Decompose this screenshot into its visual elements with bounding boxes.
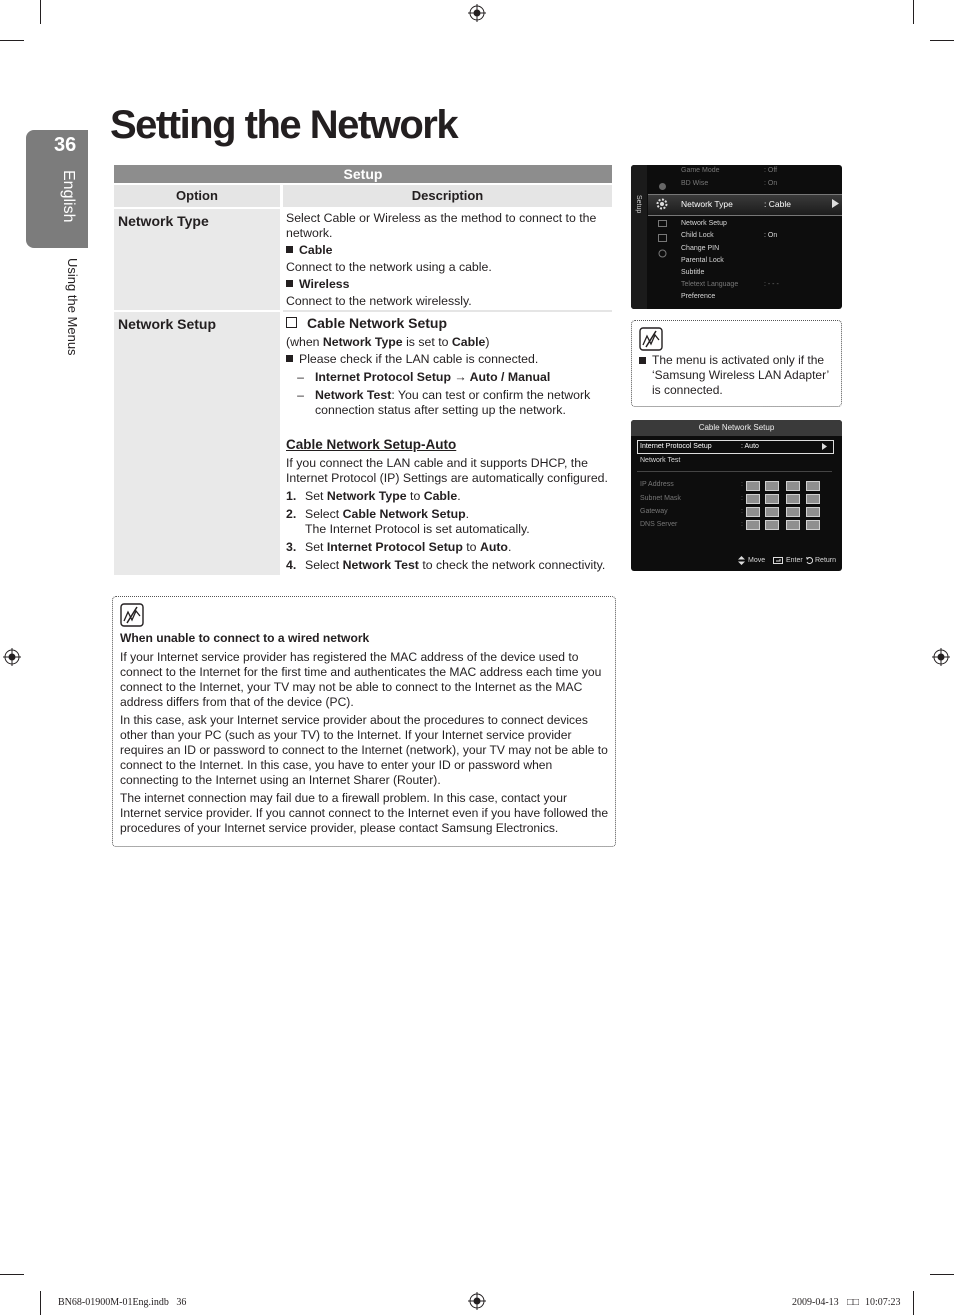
move-icon <box>738 556 745 565</box>
side-note-body <box>639 353 837 398</box>
description-text: is set to <box>402 335 452 349</box>
description-text: Auto <box>479 540 508 554</box>
step-number: 1. <box>286 489 297 503</box>
description-text: . <box>457 489 461 503</box>
description-text: . <box>507 540 512 554</box>
description-text: Network Test <box>315 388 392 402</box>
subsection-heading: Cable Network Setup-Auto <box>286 437 457 452</box>
colon: : <box>741 481 743 488</box>
description-text: to check the network connectivity. <box>418 558 606 572</box>
description-text: Cable <box>451 335 486 349</box>
ip-field <box>786 507 800 517</box>
page-title: Setting the Network <box>110 103 458 147</box>
description-text: Internet Protocol Setup <box>326 540 463 554</box>
description-text: Select <box>305 558 343 572</box>
crop-mark <box>40 0 41 24</box>
menu-item-change-pin: Change PIN <box>681 245 720 252</box>
note-body <box>120 631 610 836</box>
support-icon <box>658 249 667 258</box>
ip-field <box>765 507 779 517</box>
footer-date: 2009-04-13 <box>792 1297 839 1308</box>
subnet-mask-label: Subnet Mask <box>640 495 681 502</box>
ip-field <box>746 507 760 517</box>
description-text: (when <box>286 335 323 349</box>
ip-field <box>806 494 820 504</box>
description-text: : You can test or confirm the network connection status after setting up the network. <box>315 388 591 417</box>
description-text: Set <box>305 489 327 503</box>
row-divider <box>283 310 612 312</box>
footer-boxes: □□ <box>847 1297 860 1308</box>
menu-item-parental-lock: Parental Lock <box>681 257 724 264</box>
option-cable-label: Cable <box>299 243 333 257</box>
menu-item-child-lock: Child Lock <box>681 232 714 239</box>
ip-field <box>746 520 760 530</box>
description-text: to <box>406 489 424 503</box>
menu-value: : Off <box>764 167 778 174</box>
footer-file: BN68-01900M-01Eng.indb 36 <box>58 1297 187 1308</box>
column-header-description: Description <box>283 185 612 207</box>
registration-mark-icon <box>932 648 950 666</box>
colon: : <box>741 495 743 502</box>
note-paragraph: If your Internet service provider has registered the MAC address of the device used to connect to the Internet for the first time and authenticates the MAC address each time you connect to the Internet, your TV may not be able to connect to the Internet as the MAC address differs from that of the device (PC). <box>120 650 602 709</box>
menu-item-game-mode: Game Mode <box>681 167 720 174</box>
option-wireless-label: Wireless <box>299 277 350 291</box>
option-cell-network-setup <box>114 312 280 575</box>
menu-item-subtitle: Subtitle <box>681 269 705 276</box>
description-text: Network Test <box>342 558 419 572</box>
divider <box>637 471 832 472</box>
description-network-setup <box>286 315 608 573</box>
description-text: Cable <box>423 489 458 503</box>
ip-field <box>786 520 800 530</box>
picture-icon <box>658 182 667 191</box>
footer-time: 10:07:23 <box>865 1297 901 1308</box>
subsection-heading: Cable Network Setup <box>307 315 448 331</box>
nav-return: Return <box>815 557 837 564</box>
note-icon <box>639 327 663 351</box>
option-label: Network Type <box>118 213 209 229</box>
enter-icon <box>773 557 783 564</box>
colon: : <box>741 508 743 515</box>
language-label: English <box>60 170 77 223</box>
menu-item-preference: Preference <box>681 293 716 300</box>
menu-value: : - - - <box>764 281 779 288</box>
ip-field <box>806 481 820 491</box>
description-text: Cable Network Setup <box>342 507 466 521</box>
option-cell-network-type <box>114 209 280 310</box>
square-bullet-icon <box>286 355 293 362</box>
ip-field <box>746 481 760 491</box>
arrow-right-icon <box>832 199 839 208</box>
square-bullet-icon <box>286 280 293 287</box>
side-note-text: The menu is activated only if the ‘Samsung Wireless LAN Adapter’ is connected. <box>652 353 829 397</box>
menu-item-network-setup: Network Setup <box>681 220 727 227</box>
description-text: Connect to the network wirelessly. <box>286 294 472 308</box>
crop-mark <box>930 40 954 41</box>
description-text: Internet Protocol Setup → Auto / Manual <box>315 370 551 384</box>
crop-mark <box>913 1291 914 1315</box>
ip-setup-value: : Auto <box>741 443 759 450</box>
description-text: to <box>462 540 480 554</box>
menu-sidebar <box>631 165 647 309</box>
menu-item-network-type: Network Type <box>681 199 733 209</box>
nav-move: Move <box>748 557 766 564</box>
crop-mark <box>0 40 24 41</box>
dash-bullet: – <box>297 370 304 384</box>
square-bullet-icon <box>639 357 646 364</box>
description-text: . <box>465 507 470 521</box>
step-number: 2. <box>286 507 297 521</box>
ip-field <box>786 494 800 504</box>
note-paragraph: In this case, ask your Internet service provider about the procedures to connect devices other than your PC (such as your TV) to the Internet. If your Internet service provider requires an ID or password to connect to the Internet (network), your TV may not be able to connect to the Internet. In this case, you have to enter your ID or password when connecting to the Internet using an Internet Sharer (Router). <box>120 713 608 787</box>
input-icon <box>658 220 667 227</box>
nav-enter: Enter <box>786 557 803 564</box>
crop-mark <box>0 1274 24 1275</box>
return-icon <box>806 557 813 564</box>
network-test-label: Network Test <box>640 457 681 464</box>
note-heading: When unable to connect to a wired network <box>120 631 370 645</box>
square-bullet-icon <box>286 246 293 253</box>
column-header-option: Option <box>114 185 280 207</box>
description-text: Set <box>305 540 327 554</box>
description-text: ) <box>485 335 490 349</box>
description-text: If you connect the LAN cable and it supports DHCP, the Internet Protocol (IP) Settings are automatically configured. <box>286 456 608 485</box>
checkbox-icon <box>286 317 297 328</box>
menu-value: : On <box>764 180 778 187</box>
arrow-right-icon <box>822 443 827 450</box>
dns-server-label: DNS Server <box>640 521 678 528</box>
ip-field <box>806 520 820 530</box>
menu-side-label: Setup <box>635 195 642 214</box>
crop-mark <box>913 0 914 24</box>
ip-field <box>806 507 820 517</box>
ip-field <box>765 481 779 491</box>
application-icon <box>658 234 667 242</box>
ip-setup-label: Internet Protocol Setup <box>640 443 712 450</box>
table-caption: Setup <box>114 165 612 183</box>
dash-bullet: – <box>297 388 304 402</box>
registration-mark-icon <box>3 648 21 666</box>
gateway-label: Gateway <box>640 508 668 515</box>
description-text: The Internet Protocol is set automatically. <box>305 522 530 536</box>
description-text: Please check if the LAN cable is connected. <box>299 352 539 366</box>
menu-item-bd-wise: BD Wise <box>681 180 709 187</box>
cable-network-setup-screenshot <box>631 420 842 571</box>
ip-field <box>786 481 800 491</box>
description-text: Network Type <box>322 335 403 349</box>
gear-icon <box>655 197 669 211</box>
option-label: Network Setup <box>118 316 217 332</box>
crop-mark <box>930 1274 954 1275</box>
menu-highlight <box>648 194 842 216</box>
menu-item-teletext-language: Teletext Language <box>681 281 739 288</box>
dialog-title: Cable Network Setup <box>698 423 775 432</box>
registration-mark-icon <box>468 1292 486 1310</box>
page-number: 36 <box>54 134 77 156</box>
ip-field <box>765 494 779 504</box>
ip-address-label: IP Address <box>640 481 674 488</box>
ip-field <box>765 520 779 530</box>
description-network-type <box>286 211 608 309</box>
menu-value: : Cable <box>764 199 791 209</box>
description-text: Select <box>305 507 343 521</box>
menu-value: : On <box>764 232 778 239</box>
note-icon <box>120 603 144 627</box>
crop-mark <box>40 1291 41 1315</box>
registration-mark-icon <box>468 4 486 22</box>
ip-field <box>746 494 760 504</box>
step-number: 4. <box>286 558 297 572</box>
description-text: Select Cable or Wireless as the method to connect to the network. <box>286 211 597 240</box>
step-number: 3. <box>286 540 297 554</box>
setup-menu-screenshot <box>631 165 842 309</box>
note-paragraph: The internet connection may fail due to a firewall problem. In this case, contact your Internet service provider. If you cannot connect to the Internet even if you have followed the procedures of your Internet service provider, please contact Samsung Electronics. <box>120 791 609 835</box>
description-text: Connect to the network using a cable. <box>286 260 492 274</box>
colon: : <box>741 521 743 528</box>
section-label: Using the Menus <box>65 258 80 356</box>
description-text: Network Type <box>326 489 407 503</box>
